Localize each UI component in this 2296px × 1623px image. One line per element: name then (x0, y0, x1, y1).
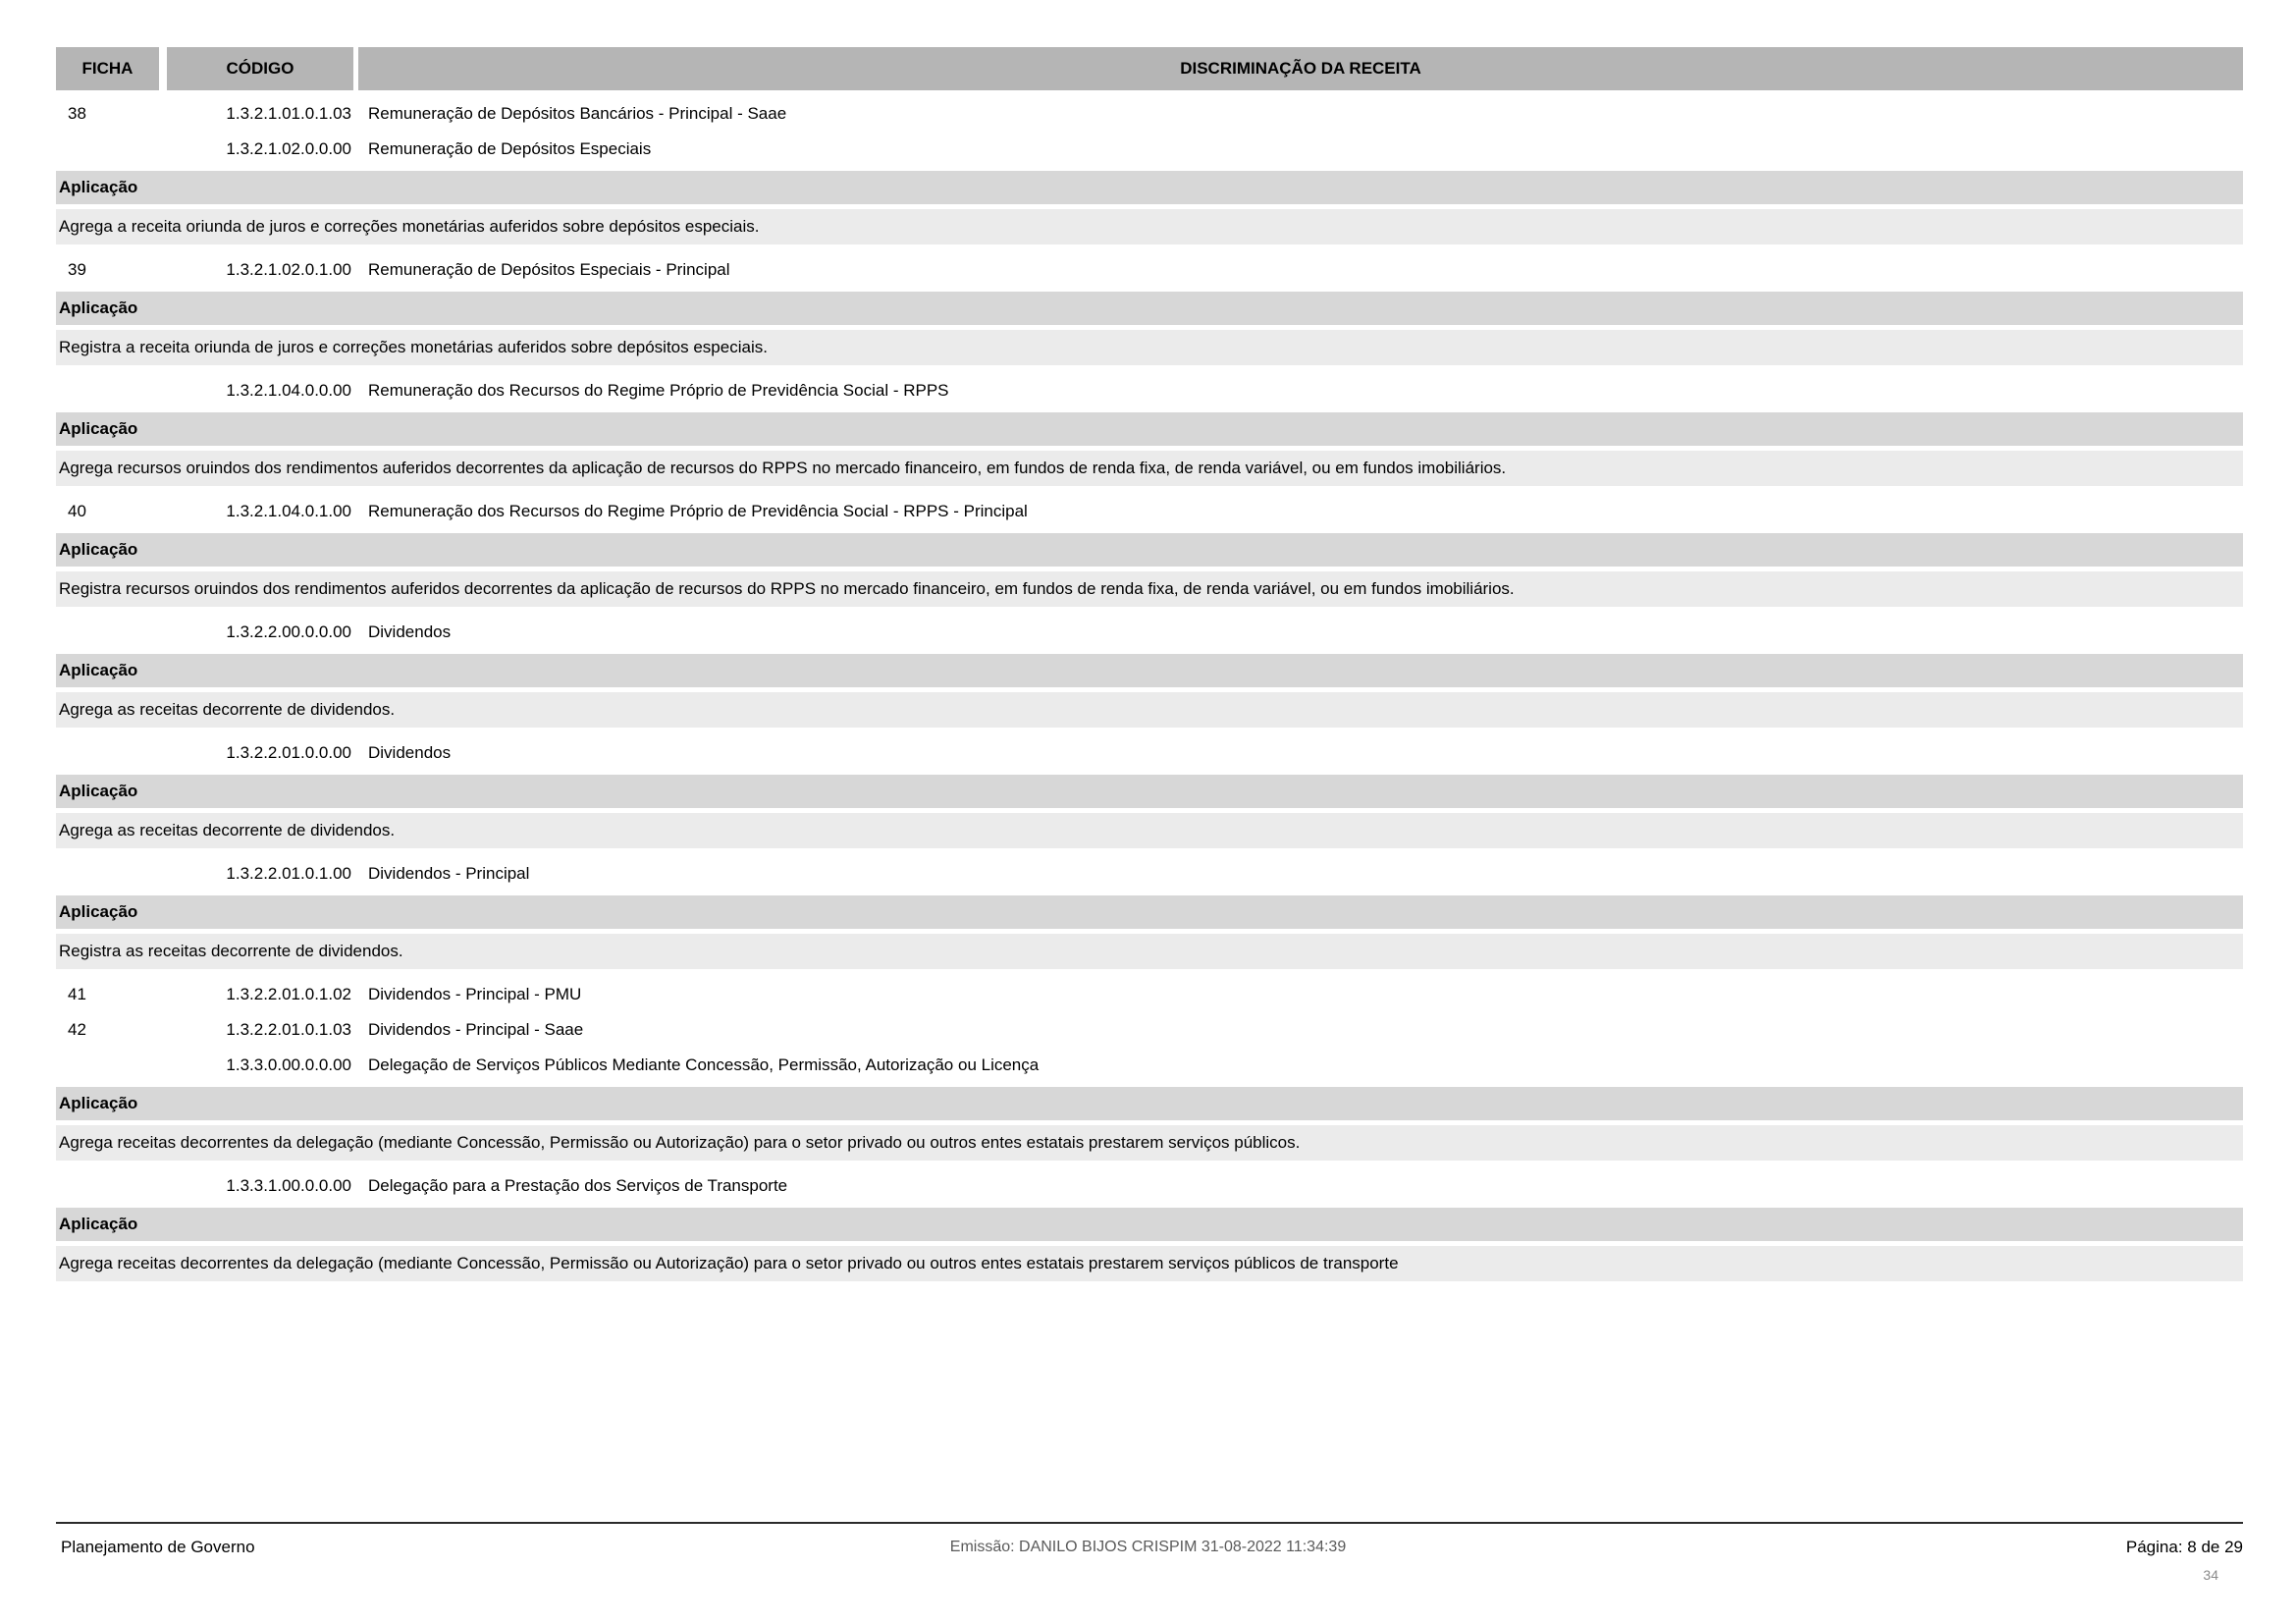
aplicacao-label-row: Aplicação (56, 1208, 2243, 1241)
table-row (56, 977, 2243, 1012)
table-row (56, 735, 2243, 771)
ficha-cell: 40 (68, 502, 86, 520)
table-row (56, 1168, 2243, 1204)
codigo-cell: 1.3.2.1.04.0.1.00 (226, 502, 351, 520)
aplicacao-description-row: Registra a receita oriunda de juros e correções monetárias auferidos sobre depósitos especiais. (56, 330, 2243, 365)
aplicacao-label-row: Aplicação (56, 1087, 2243, 1120)
table-row (56, 373, 2243, 408)
codigo-cell: 1.3.2.1.02.0.0.00 (226, 139, 351, 158)
descricao-cell: Dividendos (368, 622, 452, 641)
footer-page-number: Página: 8 de 29 (2125, 1538, 2243, 1556)
aplicacao-label-row: Aplicação (56, 895, 2243, 929)
aplicacao-label-row: Aplicação (56, 775, 2243, 808)
codigo-cell: 1.3.2.1.02.0.1.00 (226, 260, 351, 279)
aplicacao-description-row: Registra as receitas decorrente de dividendos. (56, 934, 2243, 969)
descricao-cell: Dividendos - Principal (368, 864, 530, 883)
table-row (56, 1012, 2243, 1048)
revenue-table (56, 47, 2243, 1289)
codigo-cell: 1.3.3.0.00.0.0.00 (226, 1055, 351, 1074)
aplicacao-label-row: Aplicação (56, 292, 2243, 325)
ficha-cell: 39 (68, 260, 86, 279)
aplicacao-label-row: Aplicação (56, 171, 2243, 204)
table-row (56, 132, 2243, 167)
footer-report-name: Planejamento de Governo (61, 1538, 255, 1556)
table-row (56, 494, 2243, 529)
descricao-cell: Delegação para a Prestação dos Serviços de Transporte (368, 1176, 788, 1195)
table-header-row (56, 47, 2243, 90)
descricao-cell: Remuneração dos Recursos do Regime Próprio de Previdência Social - RPPS (368, 381, 949, 400)
descricao-cell: Remuneração de Depósitos Especiais - Principal (368, 260, 730, 279)
codigo-cell: 1.3.2.2.01.0.1.00 (226, 864, 351, 883)
aplicacao-label-row: Aplicação (56, 654, 2243, 687)
table-row (56, 96, 2243, 132)
codigo-cell: 1.3.2.2.01.0.1.03 (226, 1020, 351, 1039)
aplicacao-label-row: Aplicação (56, 412, 2243, 446)
descricao-cell: Dividendos - Principal - Saae (368, 1020, 584, 1039)
aplicacao-description-row: Agrega a receita oriunda de juros e correções monetárias auferidos sobre depósitos especiais. (56, 209, 2243, 244)
codigo-cell: 1.3.2.1.04.0.0.00 (226, 381, 351, 400)
descricao-cell: Delegação de Serviços Públicos Mediante Concessão, Permissão, Autorização ou Licença (368, 1055, 1040, 1074)
codigo-cell: 1.3.2.2.01.0.1.02 (226, 985, 351, 1003)
descricao-cell: Dividendos (368, 743, 452, 762)
column-header-ficha: FICHA (56, 47, 159, 90)
descricao-cell: Remuneração de Depósitos Especiais (368, 139, 652, 158)
codigo-cell: 1.3.3.1.00.0.0.00 (226, 1176, 351, 1195)
aplicacao-description-row: Agrega receitas decorrentes da delegação (mediante Concessão, Permissão ou Autorização) para o setor privado ou outros entes estatais prestarem serviços públicos. (56, 1125, 2243, 1161)
aplicacao-description-row: Agrega receitas decorrentes da delegação (mediante Concessão, Permissão ou Autorização) para o setor privado ou outros entes estatais prestarem serviços públicos de transporte (56, 1246, 2243, 1281)
footer-page-number-secondary: 34 (2203, 1567, 2218, 1583)
footer-emission-info: Emissão: DANILO BIJOS CRISPIM 31-08-2022 11:34:39 (949, 1539, 1347, 1555)
aplicacao-description-row: Agrega recursos oruindos dos rendimentos auferidos decorrentes da aplicação de recursos do RPPS no mercado financeiro, em fundos de renda fixa, de renda variável, ou em fundos imobiliários. (56, 451, 2243, 486)
aplicacao-description-row: Registra recursos oruindos dos rendimentos auferidos decorrentes da aplicação de recursos do RPPS no mercado financeiro, em fundos de renda fixa, de renda variável, ou em fundos imobiliários. (56, 571, 2243, 607)
footer-divider (56, 1522, 2243, 1524)
aplicacao-description-row: Agrega as receitas decorrente de dividendos. (56, 692, 2243, 728)
ficha-cell: 41 (68, 985, 86, 1003)
aplicacao-description-row: Agrega as receitas decorrente de dividendos. (56, 813, 2243, 848)
codigo-cell: 1.3.2.1.01.0.1.03 (226, 104, 351, 123)
ficha-cell: 42 (68, 1020, 86, 1039)
table-body (56, 96, 2243, 1281)
column-header-discriminacao: DISCRIMINAÇÃO DA RECEITA (358, 47, 2243, 90)
ficha-cell: 38 (68, 104, 86, 123)
descricao-cell: Remuneração de Depósitos Bancários - Principal - Saae (368, 104, 787, 123)
codigo-cell: 1.3.2.2.01.0.0.00 (226, 743, 351, 762)
codigo-cell: 1.3.2.2.00.0.0.00 (226, 622, 351, 641)
aplicacao-label-row: Aplicação (56, 533, 2243, 567)
table-row (56, 252, 2243, 288)
descricao-cell: Remuneração dos Recursos do Regime Próprio de Previdência Social - RPPS - Principal (368, 502, 1028, 520)
table-row (56, 1048, 2243, 1083)
table-row (56, 615, 2243, 650)
column-header-codigo: CÓDIGO (167, 47, 353, 90)
table-row (56, 856, 2243, 892)
descricao-cell: Dividendos - Principal - PMU (368, 985, 582, 1003)
